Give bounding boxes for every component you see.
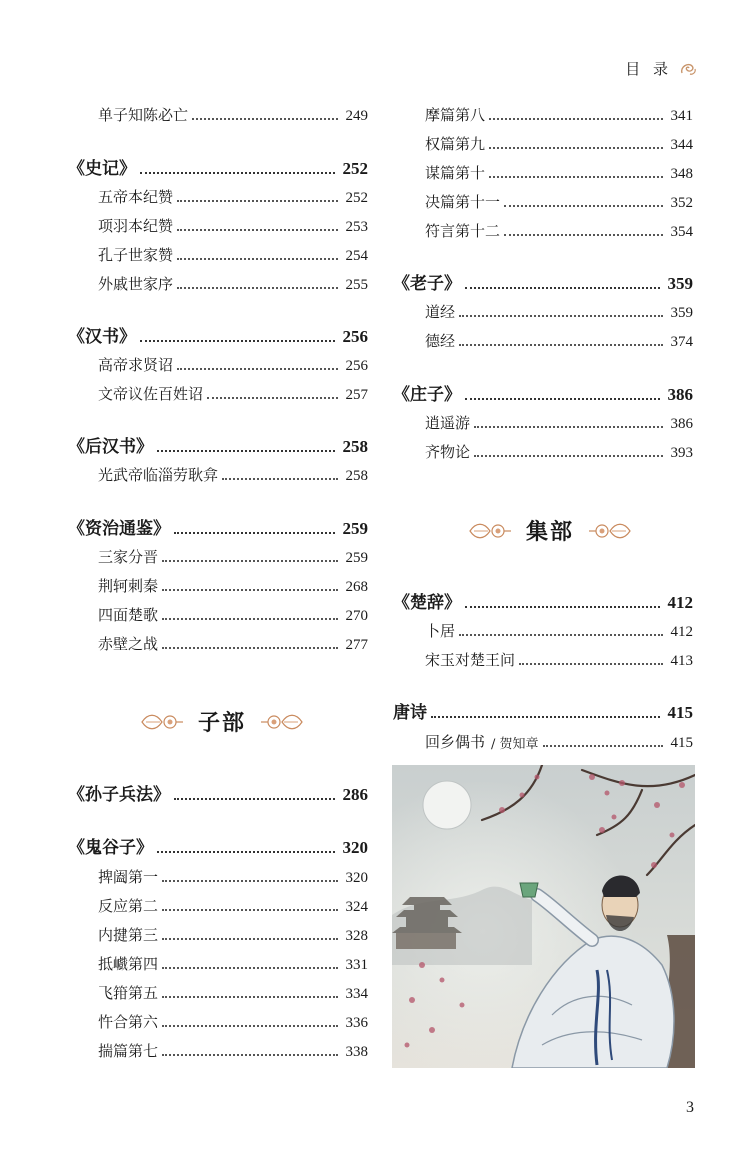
ink-painting-illustration [392,765,695,1068]
section-page: 252 [342,159,368,178]
entry-title: 捭阖第一 [98,868,159,886]
toc-entry[interactable] [98,895,368,916]
dot-leader [157,450,335,452]
toc-entry[interactable] [98,383,368,404]
dot-leader [157,851,335,853]
entry-page: 257 [345,387,368,403]
entry-title: 文帝议佐百姓诏 [98,385,204,403]
toc-entry[interactable] [98,104,368,125]
toc-entry[interactable] [425,731,693,752]
entry-page: 259 [345,550,368,566]
dot-leader [504,234,662,236]
entry-page: 334 [345,986,368,1002]
dot-leader [489,176,662,178]
entry-title: 高帝求贤诏 [98,356,174,374]
entry-title: 卜居 [425,622,456,640]
entry-page: 348 [670,166,693,182]
entry-page: 254 [345,248,368,264]
section-page: 320 [342,838,368,857]
header-title: 目 录 [625,60,672,78]
entry-page: 328 [345,928,368,944]
toc-section[interactable] [393,588,693,613]
dot-leader [177,287,337,289]
toc-section[interactable] [393,380,693,405]
entry-title: 决篇第十一 [425,193,501,211]
toc-section[interactable] [68,514,368,539]
toc-entry[interactable] [98,982,368,1003]
entry-page: 413 [670,653,693,669]
entry-title: 道经 [425,303,456,321]
toc-entry[interactable] [98,354,368,375]
section-title: 《孙子兵法》 [68,785,170,805]
part-label: 集部 [526,520,575,545]
toc-section[interactable] [393,269,693,294]
section-title: 《后汉书》 [68,437,153,457]
section-title: 《庄子》 [393,385,461,405]
toc-entry[interactable] [98,866,368,887]
entry-title: 五帝本纪赞 [98,188,174,206]
toc-section[interactable] [68,322,368,347]
entry-page: 352 [670,195,693,211]
dot-leader [474,455,662,457]
dot-leader [162,647,337,649]
entry-title: 摩篇第八 [425,106,486,124]
toc-section[interactable] [68,154,368,179]
dot-leader [543,745,663,747]
toc-entry[interactable] [98,464,368,485]
dot-leader [162,909,337,911]
entry-title: 抵巇第四 [98,955,159,973]
entry-title: 四面楚歌 [98,606,159,624]
entry-page: 415 [670,735,693,751]
entry-page: 344 [670,137,693,153]
entry-page: 270 [345,608,368,624]
dot-leader [504,205,662,207]
dot-leader [177,200,337,202]
section-page: 386 [667,385,693,404]
entry-title: 宋玉对楚王问 [425,651,516,669]
swirl-ornament-icon [678,59,698,79]
page-header [625,58,698,79]
toc-entry[interactable] [98,575,368,596]
entry-page: 386 [670,416,693,432]
entry-title: 项羽本纪赞 [98,217,174,235]
section-title: 《老子》 [393,274,461,294]
entry-page: 324 [345,899,368,915]
dot-leader [177,368,337,370]
entry-title: 齐物论 [425,443,471,461]
dot-leader [474,426,662,428]
dot-leader [162,618,337,620]
toc-entry[interactable] [98,924,368,945]
entry-title: 符言第十二 [425,222,501,240]
dot-leader [162,880,337,882]
floral-ornament-left-icon [140,711,184,733]
toc-entry[interactable] [425,133,693,154]
part-heading-ji [468,515,632,546]
section-title: 唐诗 [393,703,427,723]
dot-leader [207,397,337,399]
entry-page: 331 [345,957,368,973]
dot-leader [140,172,335,174]
entry-author: / 贺知章 [491,737,539,752]
toc-entry[interactable] [98,186,368,207]
section-page: 286 [342,785,368,804]
entry-title: 三家分晋 [98,548,159,566]
toc-entry[interactable] [98,604,368,625]
dot-leader [162,1054,337,1056]
toc-entry[interactable] [425,162,693,183]
entry-page: 252 [345,190,368,206]
toc-entry[interactable] [98,546,368,567]
toc-entry[interactable] [425,220,693,241]
entry-title: 赤壁之战 [98,635,159,653]
page-number: 3 [686,1099,694,1116]
dot-leader [222,478,337,480]
entry-title: 飞箝第五 [98,984,159,1002]
toc-entry[interactable] [98,215,368,236]
entry-page: 412 [670,624,693,640]
dot-leader [140,340,335,342]
part-heading-zi [140,706,304,737]
dot-leader [489,118,662,120]
section-title: 《资治通鉴》 [68,519,170,539]
dot-leader [177,258,337,260]
toc-entry[interactable] [425,104,693,125]
entry-page: 359 [670,305,693,321]
entry-title: 孔子世家赞 [98,246,174,264]
entry-page: 249 [345,108,368,124]
section-page: 259 [342,519,368,538]
entry-title: 回乡偶书 [425,733,486,751]
entry-title: 忤合第六 [98,1013,159,1031]
entry-page: 256 [345,358,368,374]
toc-entry[interactable] [425,191,693,212]
entry-title: 逍遥游 [425,414,471,432]
dot-leader [459,634,662,636]
section-page: 415 [667,703,693,722]
section-page: 256 [342,327,368,346]
entry-title: 揣篇第七 [98,1042,159,1060]
dot-leader [162,938,337,940]
toc-section[interactable] [68,780,368,805]
entry-title: 权篇第九 [425,135,486,153]
section-title: 《楚辞》 [393,593,461,613]
toc-entry[interactable] [98,273,368,294]
dot-leader [162,967,337,969]
entry-page: 258 [345,468,368,484]
section-page: 412 [667,593,693,612]
dot-leader [465,287,660,289]
dot-leader [162,589,337,591]
toc-entry[interactable] [425,330,693,351]
floral-ornament-left-icon [468,520,512,542]
toc-entry[interactable] [425,620,693,641]
entry-title: 德经 [425,332,456,350]
entry-page: 253 [345,219,368,235]
part-label: 子部 [198,711,247,736]
dot-leader [431,716,660,718]
section-page: 258 [342,437,368,456]
scholar-moon-painting-icon [392,765,695,1068]
dot-leader [465,398,660,400]
entry-page: 354 [670,224,693,240]
dot-leader [459,315,662,317]
entry-page: 277 [345,637,368,653]
section-title: 《汉书》 [68,327,136,347]
entry-title: 荆轲刺秦 [98,577,159,595]
entry-title: 反应第二 [98,897,159,915]
section-title: 《史记》 [68,159,136,179]
entry-title: 内揵第三 [98,926,159,944]
dot-leader [465,606,660,608]
toc-section[interactable] [68,833,368,858]
dot-leader [177,229,337,231]
section-page: 359 [667,274,693,293]
toc-entry[interactable] [425,412,693,433]
dot-leader [459,344,662,346]
toc-entry[interactable] [98,1040,368,1061]
toc-section[interactable] [68,432,368,457]
entry-page: 374 [670,334,693,350]
entry-page: 393 [670,445,693,461]
section-title: 《鬼谷子》 [68,838,153,858]
dot-leader [174,532,335,534]
toc-entry[interactable] [98,633,368,654]
floral-ornament-right-icon [588,520,632,542]
entry-title: 外戚世家序 [98,275,174,293]
dot-leader [489,147,662,149]
toc-section[interactable] [393,698,693,723]
entry-page: 268 [345,579,368,595]
toc-entry[interactable] [425,441,693,462]
entry-title: 光武帝临淄劳耿弇 [98,466,219,484]
dot-leader [162,1025,337,1027]
dot-leader [174,798,335,800]
entry-page: 336 [345,1015,368,1031]
dot-leader [192,118,337,120]
dot-leader [162,560,337,562]
toc-entry[interactable] [98,244,368,265]
dot-leader [162,996,337,998]
entry-title: 单子知陈必亡 [98,106,189,124]
toc-entry[interactable] [425,649,693,670]
toc-entry[interactable] [98,1011,368,1032]
toc-entry[interactable] [98,953,368,974]
entry-page: 338 [345,1044,368,1060]
dot-leader [519,663,662,665]
entry-page: 255 [345,277,368,293]
floral-ornament-right-icon [260,711,304,733]
entry-title: 谋篇第十 [425,164,486,182]
entry-page: 341 [670,108,693,124]
entry-page: 320 [345,870,368,886]
toc-entry[interactable] [425,301,693,322]
